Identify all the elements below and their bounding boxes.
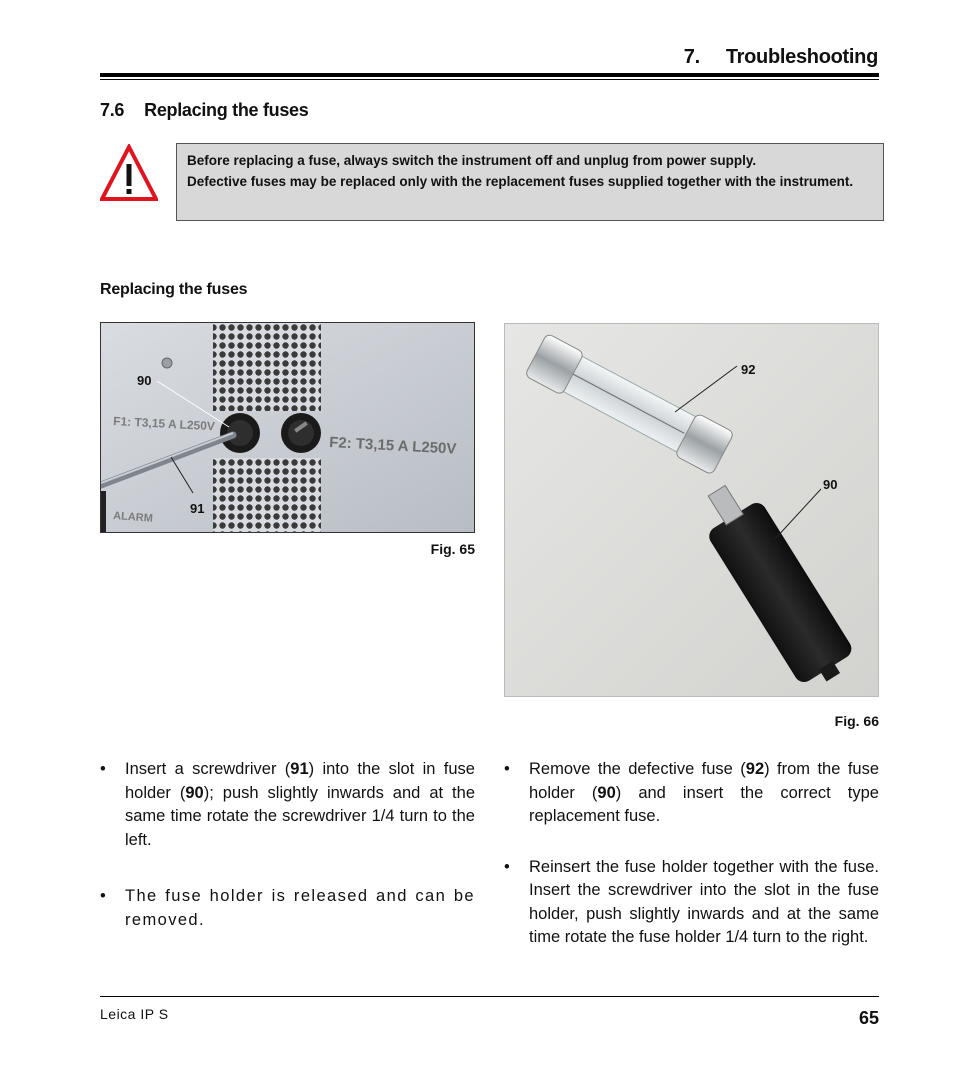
fuse-and-holder-illustration (505, 324, 879, 697)
figure-65-photo (100, 322, 475, 533)
warning-triangle-icon (100, 144, 158, 202)
fuse-panel-illustration (101, 323, 475, 533)
callout-92: 92 (741, 362, 756, 377)
warning-line-1: Before replacing a fuse, always switch the instrument off and unplug from power supply. (187, 153, 757, 168)
list-item (100, 758, 475, 852)
text-run: Insert a screwdriver ( (125, 760, 291, 778)
callout-91: 91 (190, 501, 205, 516)
screw-head (162, 358, 172, 368)
header-rule-thin (100, 79, 879, 80)
panel-label-f2: F2: T3,15 A L250V (328, 434, 457, 458)
figure-66-caption: Fig. 66 (834, 713, 879, 729)
section-title-text: Replacing the fuses (144, 100, 309, 120)
ref-91: 91 (290, 760, 309, 778)
text-run: ) from the fuse holder ( (529, 760, 880, 802)
text-run: ); push slightly inwards and at the same time rotate the screwdriver 1/4 turn to the left. (125, 783, 475, 849)
right-instruction-list (504, 758, 879, 950)
warning-line-2: Defective fuses may be replaced only with the replacement fuses supplied together with the instrument. (187, 174, 854, 189)
text-run: ) and insert the correct type replacement fuse. (529, 783, 879, 825)
vent-grille-bottom (213, 458, 321, 533)
panel-edge (101, 491, 106, 533)
chapter-title-text: Troubleshooting (725, 46, 878, 68)
chapter-title (684, 46, 878, 69)
figure-66-photo (504, 323, 879, 697)
list-item: • The fuse holder is released and can be removed. (100, 885, 475, 932)
footer-product-name: Leica IP S (100, 1006, 169, 1022)
ref-90: 90 (597, 783, 616, 802)
warning-box (176, 143, 884, 221)
ref-90: 90 (185, 783, 204, 802)
subheading: Replacing the fuses (100, 281, 248, 298)
figure-65-caption: Fig. 65 (430, 541, 475, 557)
fuse-holder-f2-inner (288, 420, 314, 446)
text-run: Remove the defective fuse ( (529, 760, 746, 778)
ref-92: 92 (745, 760, 765, 778)
section-title (100, 100, 308, 121)
list-item: • Reinsert the fuse holder together with the fuse. Insert the screwdriver into the slot in the fuse holder, push slightly inwards and at the same time rotate the fuse holder 1/4 turn to the right. (504, 856, 879, 950)
list-item (504, 758, 879, 829)
left-instruction-list (100, 758, 475, 932)
header-rule-thick (100, 73, 879, 77)
page-number: 65 (858, 1008, 879, 1028)
callout-90: 90 (823, 477, 838, 492)
section-number: 7.6 (100, 100, 125, 120)
panel-label-f1: F1: T3,15 A L250V (112, 414, 216, 434)
callout-90: 90 (137, 373, 152, 388)
text-run: ) into the slot in fuse holder ( (125, 760, 475, 802)
panel-label-alarm: ALARM (112, 510, 154, 525)
vent-grille-top (213, 323, 321, 411)
chapter-number: 7. (683, 46, 700, 68)
footer-rule (100, 996, 879, 997)
